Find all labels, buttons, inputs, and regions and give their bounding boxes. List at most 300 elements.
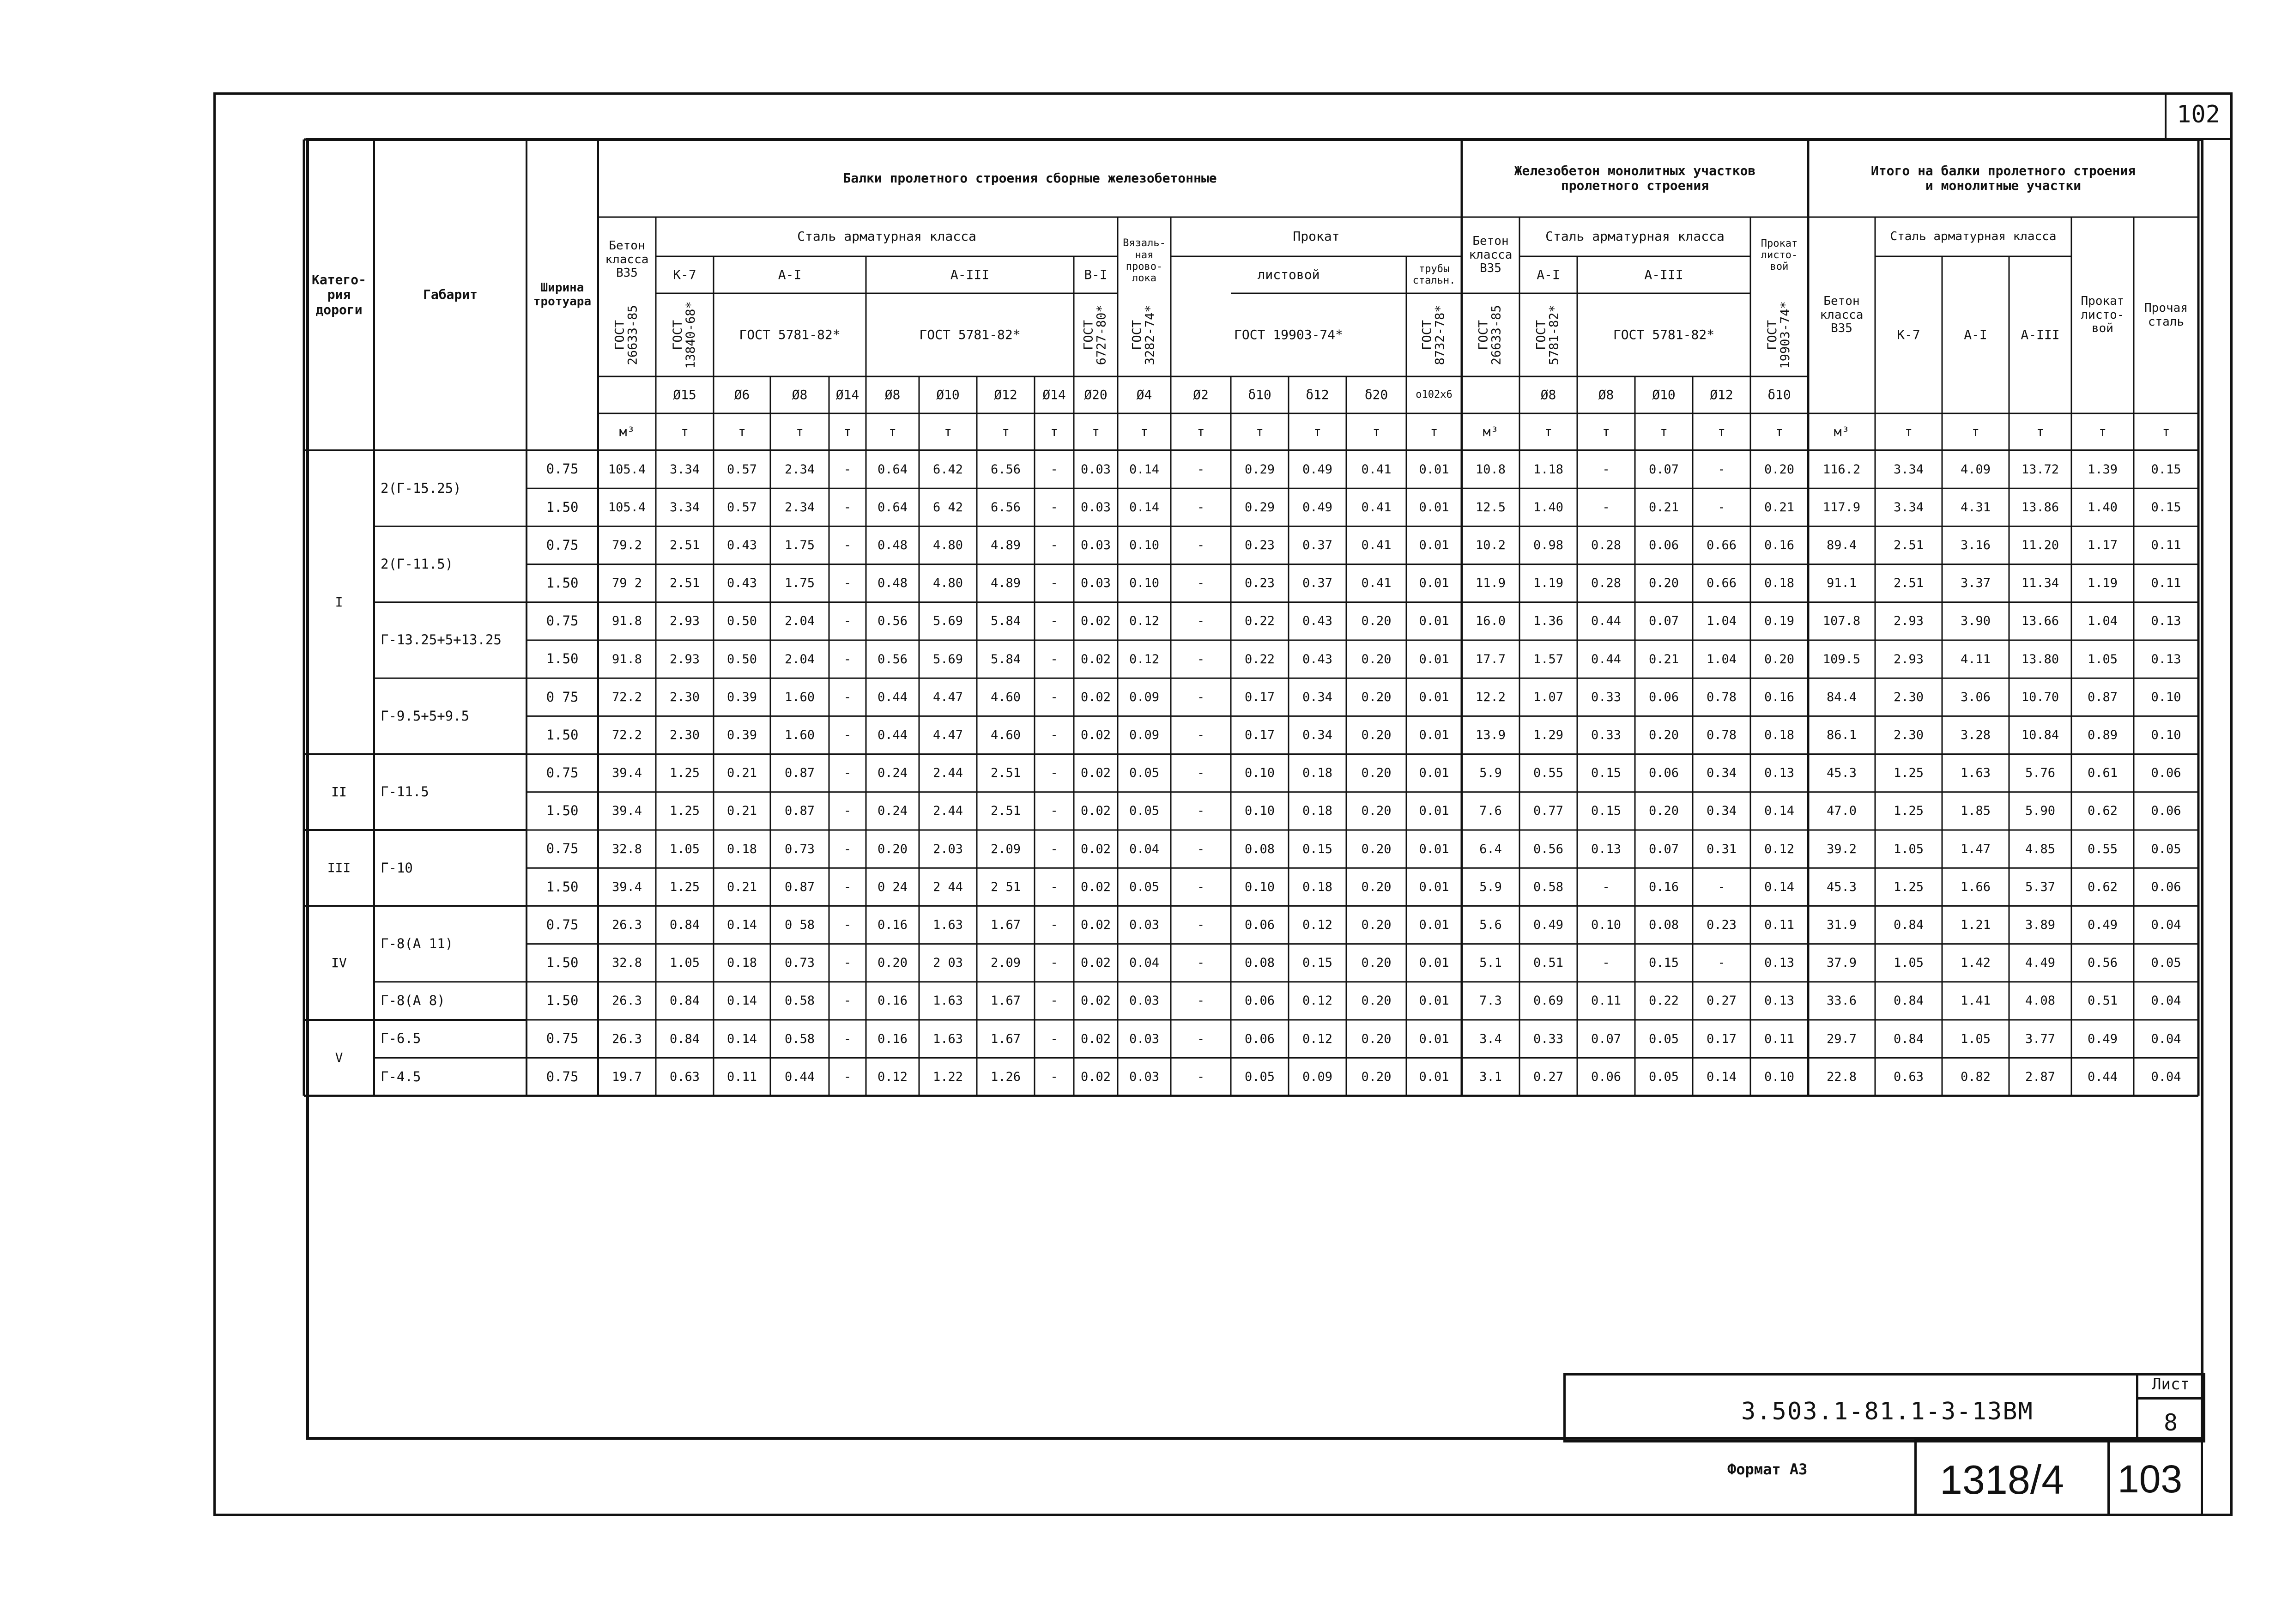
table-cell: 4.47	[932, 690, 963, 704]
table-cell: 0.27	[1533, 1069, 1564, 1084]
table-cell: 1.21	[1960, 917, 1991, 932]
table-cell: 5.76	[2025, 766, 2056, 781]
table-cell: -	[843, 879, 852, 894]
table-cell: 4.49	[2025, 956, 2056, 970]
archive-number: 1318/4	[1940, 1457, 2064, 1503]
table-cell: -	[1050, 462, 1058, 477]
table-cell: 1.19	[1533, 576, 1564, 591]
table-cell: 0.13	[1764, 956, 1795, 970]
table-cell: -	[1050, 690, 1058, 704]
table-cell: 0.34	[1302, 690, 1333, 704]
table-cell: 0.57	[726, 500, 757, 515]
table-cell: 0.05	[1244, 1069, 1275, 1084]
table-cell: 12.2	[1475, 690, 1506, 704]
table-cell: 33.6	[1826, 994, 1857, 1008]
table-cell: 0.18	[1302, 804, 1333, 818]
table-cell: 0.06	[1244, 994, 1275, 1008]
table-cell: 0.20	[1361, 804, 1392, 818]
table-cell: 0.44	[877, 727, 908, 742]
table-cell: -	[843, 956, 852, 970]
table-cell: 0.77	[1533, 804, 1564, 818]
table-cell: 0.02	[1080, 879, 1111, 894]
table-cell: 2.51	[1893, 576, 1924, 591]
table-cell: 0.02	[1080, 652, 1111, 667]
table-cell: 39.2	[1826, 842, 1857, 856]
table-cell: 0.44	[877, 690, 908, 704]
table-cell: 0.66	[1706, 576, 1737, 591]
table-cell: 1.18	[1533, 462, 1564, 477]
table-cell: 0.06	[2151, 766, 2181, 781]
table-cell: -	[843, 994, 852, 1008]
sidewalk-cell: 0.75	[546, 1030, 579, 1047]
table-cell: 0.03	[1080, 500, 1111, 515]
table-cell: 0.18	[1302, 766, 1333, 781]
table-cell: 1.05	[1893, 956, 1924, 970]
table-cell: 0.05	[1648, 1069, 1679, 1084]
table-cell: 0.14	[1764, 879, 1795, 894]
table-cell: 0.07	[1648, 462, 1679, 477]
table-cell: 0.51	[2087, 994, 2118, 1008]
table-cell: 4.85	[2025, 842, 2056, 856]
table-cell: 0.06	[2151, 804, 2181, 818]
header-gost-26633: ГОСТ 26633-85	[613, 304, 641, 365]
table-cell: 72.2	[611, 690, 642, 704]
header-unit: т	[1430, 424, 1438, 439]
table-cell: 0.20	[877, 956, 908, 970]
table-cell: 2.34	[784, 500, 815, 515]
table-cell: 0.05	[1129, 879, 1160, 894]
table-cell: 1.63	[1960, 766, 1991, 781]
table-cell: -	[843, 652, 852, 667]
table-cell: 0.15	[2151, 462, 2181, 477]
table-cell: 0.37	[1302, 576, 1333, 591]
table-cell: 0.04	[1129, 842, 1160, 856]
header-unit: т	[1002, 424, 1010, 439]
table-cell: 0.11	[1764, 917, 1795, 932]
header-unit: т	[2099, 424, 2106, 439]
sidewalk-cell: 0.75	[546, 916, 579, 933]
table-cell: 0.21	[1648, 500, 1679, 515]
table-cell: 1.85	[1960, 804, 1991, 818]
table-cell: 0.04	[2151, 1069, 2181, 1084]
table-cell: 1.25	[669, 766, 700, 781]
header-gost-13840: ГОСТ 13840-68*	[671, 301, 698, 369]
table-cell: 0.22	[1244, 614, 1275, 629]
table-cell: 105.4	[608, 500, 646, 515]
table-cell: 0.15	[1302, 842, 1333, 856]
header-unit: т	[2162, 424, 2170, 439]
table-cell: -	[1050, 500, 1058, 515]
table-cell: 17.7	[1475, 652, 1506, 667]
table-cell: 45.3	[1826, 766, 1857, 781]
header-other-steel: Прочая сталь	[2144, 301, 2188, 329]
table-cell: 0.34	[1302, 727, 1333, 742]
table-cell: 0.20	[1648, 727, 1679, 742]
table-cell: 1.22	[932, 1069, 963, 1084]
gabarit-cell: 2(Г-11.5)	[381, 556, 454, 572]
table-cell: -	[1197, 652, 1205, 667]
table-cell: -	[1050, 538, 1058, 552]
table-cell: 0.21	[1648, 652, 1679, 667]
table-cell: 0.15	[1591, 766, 1622, 781]
table-cell: 0.12	[1302, 1031, 1333, 1046]
category-cell: II	[331, 784, 347, 800]
table-cell: -	[843, 804, 852, 818]
table-cell: -	[1197, 614, 1205, 629]
table-cell: 26.3	[611, 994, 642, 1008]
header-unit: т	[1602, 424, 1610, 439]
table-cell: -	[843, 1031, 852, 1046]
table-cell: 0.01	[1419, 462, 1449, 477]
table-cell: 0.58	[1533, 879, 1564, 894]
table-cell: 0.43	[726, 576, 757, 591]
table-cell: 0.23	[1244, 538, 1275, 552]
table-cell: 0.13	[1591, 842, 1622, 856]
table-cell: 0 24	[877, 879, 908, 894]
table-cell: 0.66	[1706, 538, 1737, 552]
table-cell: 0.02	[1080, 614, 1111, 629]
table-cell: 0.48	[877, 538, 908, 552]
table-cell: 0.98	[1533, 538, 1564, 552]
table-cell: 0.01	[1419, 842, 1449, 856]
header-beton-beams: Бетон класса В35	[605, 238, 649, 280]
header-unit: т	[1092, 424, 1100, 439]
table-cell: -	[1197, 804, 1205, 818]
header-gost-19903-monolith: ГОСТ 19903-74*	[1765, 301, 1793, 369]
table-cell: 0.05	[1129, 804, 1160, 818]
table-cell: 0.20	[1361, 1031, 1392, 1046]
table-cell: 0.01	[1419, 727, 1449, 742]
table-cell: 0.16	[877, 1031, 908, 1046]
table-cell: 0.02	[1080, 1031, 1111, 1046]
archive-page: 103	[2118, 1457, 2183, 1501]
table-cell: 5.69	[932, 614, 963, 629]
table-cell: -	[1050, 727, 1058, 742]
table-cell: 0.34	[1706, 766, 1737, 781]
table-cell: 5.9	[1479, 766, 1502, 781]
table-cell: 0.64	[877, 500, 908, 515]
table-cell: 0.07	[1648, 614, 1679, 629]
table-cell: 13.80	[2021, 652, 2059, 667]
table-cell: 0.13	[2151, 614, 2181, 629]
table-cell: 0.33	[1533, 1031, 1564, 1046]
table-cell: 116.2	[1822, 462, 1861, 477]
header-k7-total: К-7	[1897, 327, 1920, 342]
table-cell: 0.84	[669, 994, 700, 1008]
table-cell: 0.06	[1648, 538, 1679, 552]
header-size-monolith: Ø10	[1652, 387, 1676, 402]
table-cell: 0.02	[1080, 1069, 1111, 1084]
table-cell: 0.57	[726, 462, 757, 477]
table-cell: 3.34	[669, 462, 700, 477]
table-cell: 0.06	[1591, 1069, 1622, 1084]
table-cell: 117.9	[1822, 500, 1861, 515]
table-cell: 0.06	[1648, 766, 1679, 781]
table-cell: 13.86	[2021, 500, 2059, 515]
table-cell: 105.4	[608, 462, 646, 477]
table-cell: 0.01	[1419, 1031, 1449, 1046]
table-cell: -	[1718, 462, 1725, 477]
table-cell: 0.07	[1591, 1031, 1622, 1046]
table-cell: 2.44	[932, 804, 963, 818]
table-cell: 0.43	[1302, 614, 1333, 629]
table-cell: 1.57	[1533, 652, 1564, 667]
gabarit-cell: Г-9.5+5+9.5	[381, 708, 470, 724]
table-cell: 0.02	[1080, 690, 1111, 704]
table-cell: 2.09	[990, 842, 1021, 856]
table-cell: 0.06	[2151, 879, 2181, 894]
header-pipes: трубы стальн.	[1412, 263, 1456, 286]
table-cell: -	[843, 614, 852, 629]
table-cell: 0.04	[2151, 1031, 2181, 1046]
header-a1-total: А-I	[1964, 327, 1987, 342]
table-cell: 0.01	[1419, 614, 1449, 629]
table-cell: 1.05	[669, 956, 700, 970]
table-cell: 0.10	[1244, 766, 1275, 781]
table-cell: 45.3	[1826, 879, 1857, 894]
table-cell: 0.11	[1764, 1031, 1795, 1046]
table-cell: 0.01	[1419, 956, 1449, 970]
table-cell: 1.25	[669, 879, 700, 894]
table-cell: 0.23	[1244, 576, 1275, 591]
table-cell: -	[1718, 956, 1725, 970]
table-cell: 6 42	[932, 500, 963, 515]
table-cell: 1.63	[932, 917, 963, 932]
table-cell: 2.93	[669, 652, 700, 667]
table-cell: 32.8	[611, 956, 642, 970]
header-unit: т	[738, 424, 746, 439]
table-cell: 3.4	[1479, 1031, 1502, 1046]
table-cell: 0.02	[1080, 804, 1111, 818]
table-cell: 0.16	[1648, 879, 1679, 894]
table-cell: 1.67	[990, 917, 1021, 932]
table-cell: -	[843, 538, 852, 552]
table-cell: 1.05	[669, 842, 700, 856]
table-cell: 22.8	[1826, 1069, 1857, 1084]
category-cell: V	[335, 1050, 343, 1066]
table-cell: 0.63	[1893, 1069, 1924, 1084]
table-cell: 79 2	[611, 576, 642, 591]
list-label: Лист	[2152, 1375, 2190, 1394]
table-cell: 10.2	[1475, 538, 1506, 552]
header-unit: т	[1050, 424, 1058, 439]
table-cell: 0.16	[877, 994, 908, 1008]
table-cell: 109.5	[1822, 652, 1861, 667]
table-cell: 13.66	[2021, 614, 2059, 629]
table-cell: 0.15	[2151, 500, 2181, 515]
table-cell: 0.05	[2151, 956, 2181, 970]
table-cell: 0.08	[1244, 956, 1275, 970]
table-cell: 1.60	[784, 690, 815, 704]
table-cell: 2.30	[669, 727, 700, 742]
table-cell: 0.03	[1129, 994, 1160, 1008]
table-cell: 1.04	[2087, 614, 2118, 629]
table-cell: 0.87	[2087, 690, 2118, 704]
table-cell: 0.28	[1591, 576, 1622, 591]
table-cell: 0.12	[1129, 652, 1160, 667]
table-cell: 0.16	[877, 917, 908, 932]
table-cell: 0.20	[1648, 804, 1679, 818]
table-cell: 6.56	[990, 462, 1021, 477]
table-cell: 91.1	[1826, 576, 1857, 591]
header-b1: В-I	[1084, 267, 1108, 282]
sidewalk-cell: 1.50	[546, 993, 579, 1009]
sidewalk-cell: 0.75	[546, 537, 579, 553]
table-cell: -	[843, 690, 852, 704]
table-cell: -	[1050, 1069, 1058, 1084]
table-cell: -	[843, 500, 852, 515]
table-cell: 0.01	[1419, 1069, 1449, 1084]
table-cell: 4.11	[1960, 652, 1991, 667]
table-cell: 0.01	[1419, 804, 1449, 818]
header-size-monolith: δ10	[1767, 387, 1791, 402]
table-cell: 4.89	[990, 576, 1021, 591]
table-cell: 2.51	[669, 576, 700, 591]
table-cell: 0.02	[1080, 727, 1111, 742]
table-cell: 1.75	[784, 538, 815, 552]
table-cell: 0.87	[784, 879, 815, 894]
table-cell: 0.58	[784, 1031, 815, 1046]
table-cell: 2 51	[990, 879, 1021, 894]
table-cell: -	[1050, 956, 1058, 970]
table-cell: 0.78	[1706, 727, 1737, 742]
table-cell: 7.6	[1479, 804, 1502, 818]
table-cell: 4.80	[932, 576, 963, 591]
table-cell: 0.44	[1591, 614, 1622, 629]
table-cell: 2.51	[990, 766, 1021, 781]
table-cell: 0.24	[877, 804, 908, 818]
table-cell: -	[1197, 842, 1205, 856]
table-cell: -	[1050, 614, 1058, 629]
table-cell: 1.60	[784, 727, 815, 742]
table-cell: 0.14	[726, 917, 757, 932]
table-cell: 0.02	[1080, 956, 1111, 970]
table-cell: 0.62	[2087, 804, 2118, 818]
table-cell: 0.13	[2151, 652, 2181, 667]
gabarit-cell: Г-11.5	[381, 784, 429, 800]
header-gost-26633-monolith: ГОСТ 26633-85	[1477, 304, 1504, 365]
table-cell: 0.18	[1302, 879, 1333, 894]
table-cell: -	[1050, 1031, 1058, 1046]
table-cell: 3.28	[1960, 727, 1991, 742]
header-unit: т	[681, 424, 689, 439]
list-number: 8	[2163, 1409, 2178, 1436]
header-group-total: Итого на балки пролетного строения и монолитные участки	[1870, 163, 2136, 193]
table-cell: 0.10	[1244, 879, 1275, 894]
table-cell: 0.43	[726, 538, 757, 552]
table-cell: -	[843, 766, 852, 781]
header-unit: т	[1544, 424, 1552, 439]
header-steel-beams: Сталь арматурная класса	[797, 229, 976, 244]
header-unit: т	[1372, 424, 1380, 439]
table-cell: 0.33	[1591, 727, 1622, 742]
gabarit-cell: Г-8(А 8)	[381, 993, 445, 1009]
header-gost-5781-monolith-a1: ГОСТ 5781-82*	[1534, 304, 1562, 365]
table-cell: -	[1050, 994, 1058, 1008]
table-cell: 10.70	[2021, 690, 2059, 704]
table-cell: 7.3	[1479, 994, 1502, 1008]
header-group-monolith: Железобетон монолитных участков пролетного строения	[1514, 163, 1756, 193]
table-cell: 3.37	[1960, 576, 1991, 591]
table-cell: 0.12	[1302, 994, 1333, 1008]
table-cell: 2.04	[784, 614, 815, 629]
table-cell: 5.6	[1479, 917, 1502, 932]
table-cell: 5.84	[990, 652, 1021, 667]
table-cell: 0.04	[2151, 994, 2181, 1008]
table-cell: 31.9	[1826, 917, 1857, 932]
table-cell: 26.3	[611, 917, 642, 932]
table-cell: 2.34	[784, 462, 815, 477]
table-cell: -	[1602, 879, 1610, 894]
table-cell: 0.44	[2087, 1069, 2118, 1084]
table-cell: 0.03	[1080, 538, 1111, 552]
header-gost-5781-a1: ГОСТ 5781-82*	[739, 327, 841, 342]
table-cell: 6.56	[990, 500, 1021, 515]
table-cell: 39.4	[611, 766, 642, 781]
table-cell: 0.12	[1302, 917, 1333, 932]
table-cell: 0.10	[1764, 1069, 1795, 1084]
table-cell: 0.02	[1080, 842, 1111, 856]
table-cell: -	[1197, 1069, 1205, 1084]
table-cell: 0.87	[784, 766, 815, 781]
table-cell: 0.89	[2087, 727, 2118, 742]
header-unit: т	[1256, 424, 1264, 439]
header-unit: м³	[1834, 424, 1850, 439]
table-cell: 0.05	[2151, 842, 2181, 856]
table-cell: 16.0	[1475, 614, 1506, 629]
table-cell: -	[1602, 500, 1610, 515]
table-cell: 10.84	[2021, 727, 2059, 742]
table-cell: 84.4	[1826, 690, 1857, 704]
table-cell: 1.07	[1533, 690, 1564, 704]
table-cell: 1.05	[1960, 1031, 1991, 1046]
table-cell: -	[1197, 727, 1205, 742]
table-cell: 6.4	[1479, 842, 1502, 856]
table-cell: -	[1050, 576, 1058, 591]
header-unit: т	[1718, 424, 1725, 439]
table-cell: 0.20	[1361, 652, 1392, 667]
table-cell: 0.14	[1764, 804, 1795, 818]
table-cell: 4.60	[990, 727, 1021, 742]
table-cell: 0.02	[1080, 994, 1111, 1008]
table-cell: -	[1197, 538, 1205, 552]
header-size-monolith: Ø8	[1598, 387, 1614, 402]
header-size-monolith: Ø12	[1710, 387, 1733, 402]
table-cell: 0.84	[1893, 1031, 1924, 1046]
sidewalk-cell: 1.50	[546, 879, 579, 895]
table-cell: 0.03	[1129, 1069, 1160, 1084]
table-cell: 0.09	[1129, 727, 1160, 742]
table-cell: 1.67	[990, 1031, 1021, 1046]
sidewalk-cell: 0 75	[546, 689, 579, 705]
table-cell: 0.03	[1080, 576, 1111, 591]
gabarit-cell: Г-6.5	[381, 1030, 421, 1047]
table-cell: 5.84	[990, 614, 1021, 629]
table-cell: 1.36	[1533, 614, 1564, 629]
table-cell: 0.24	[877, 766, 908, 781]
table-cell: 2.93	[1893, 652, 1924, 667]
table-cell: 0.06	[1648, 690, 1679, 704]
table-cell: 0.44	[1591, 652, 1622, 667]
table-cell: 0.41	[1361, 462, 1392, 477]
list-divider	[2136, 1397, 2205, 1400]
table-cell: -	[1197, 462, 1205, 477]
table-cell: 0.21	[726, 804, 757, 818]
table-cell: 10.8	[1475, 462, 1506, 477]
gabarit-cell: Г-4.5	[381, 1068, 421, 1085]
table-cell: 0.01	[1419, 652, 1449, 667]
table-cell: 2 03	[932, 956, 963, 970]
